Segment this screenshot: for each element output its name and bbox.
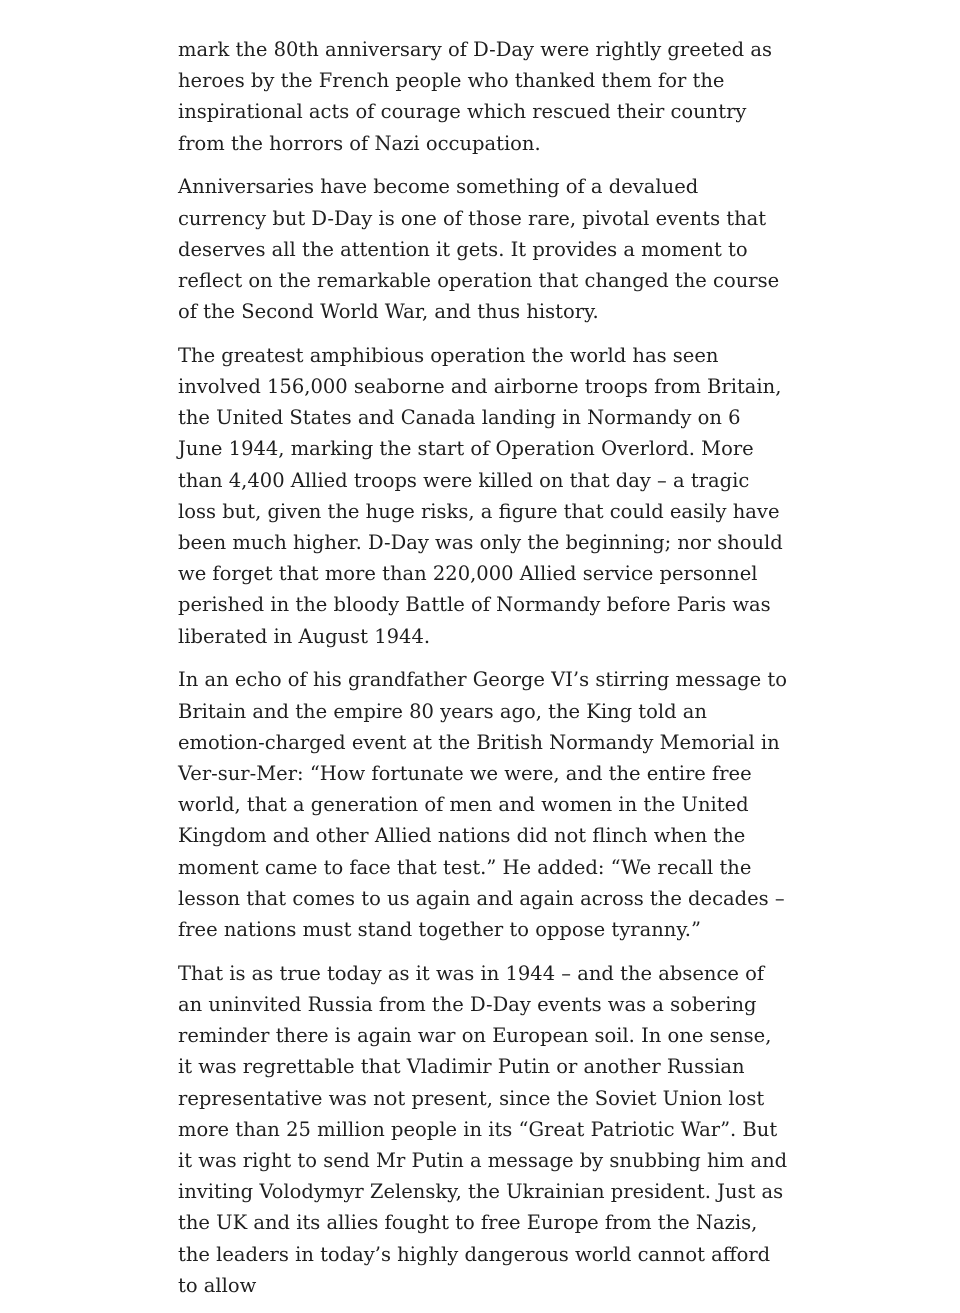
article-paragraph: In an echo of his grandfather George VI’s stirring message to Britain and the empire 80 years ago, the King told an emotion-charged event at the British Normandy Memorial in Ver-sur-Mer: “How fortunate we were, and the entire free world, that a generation of men and women in the United Kingdom and other Allied nations did not flinch when the moment came to face that test.” He added: “We recall the lesson that comes to us again and again across the decades – free nations must stand together to oppose tyranny.” bbox=[178, 668, 787, 941]
article-body bbox=[178, 34, 790, 1313]
article-paragraph: mark the 80th anniversary of D-Day were rightly greeted as heroes by the French people who thanked them for the inspirational acts of courage which rescued their country from the horrors of Nazi occupation. bbox=[178, 38, 772, 155]
article-paragraph: The greatest amphibious operation the world has seen involved 156,000 seaborne and airborne troops from Britain, the United States and Canada landing in Normandy on 6 June 1944, marking the start of Operation Overlord. More than 4,400 Allied troops were killed on that day – a tragic loss but, given the huge risks, a figure that could easily have been much higher. D-Day was only the beginning; nor should we forget that more than 220,000 Allied service personnel perished in the bloody Battle of Normandy before Paris was liberated in August 1944. bbox=[178, 343, 783, 648]
article-paragraph: Anniversaries have become something of a devalued currency but D-Day is one of those rare, pivotal events that deserves all the attention it gets. It provides a moment to reflect on the remarkable operation that changed the course of the Second World War, and thus history. bbox=[178, 175, 780, 324]
article-paragraph: That is as true today as it was in 1944 – and the absence of an uninvited Russia from the D-Day events was a sobering reminder there is again war on European soil. In one sense, it was regrettable that Vladimir Putin or another Russian representative was not present, since the Soviet Union lost more than 25 million people in its “Great Patriotic War”. But it was right to send Mr Putin a message by snubbing him and inviting Volodymyr Zelensky, the Ukrainian president. Just as the UK and its allies fought to free Europe from the Nazis, the leaders in today’s highly dangerous world cannot afford to allow bbox=[178, 961, 788, 1297]
